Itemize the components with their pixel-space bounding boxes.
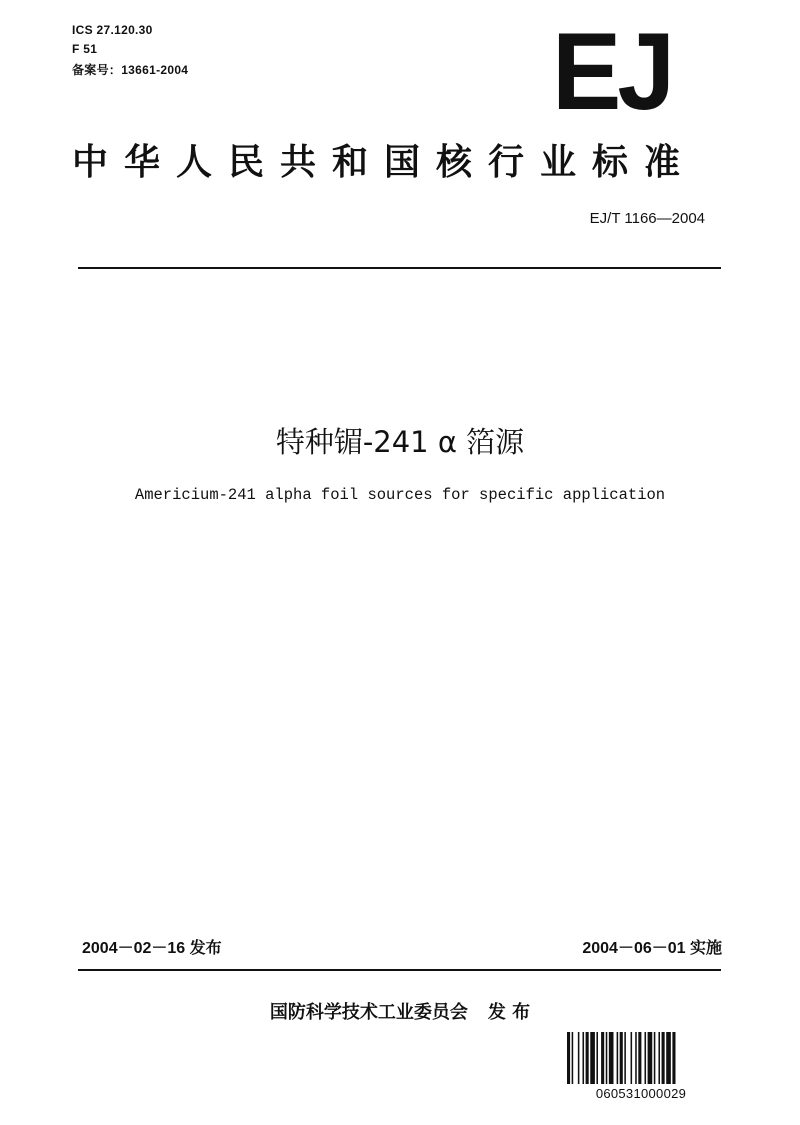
barcode-number: 060531000029	[595, 1086, 687, 1101]
issuer-name: 国防科学技术工业委员会	[269, 1002, 468, 1023]
class-code: F 51	[72, 42, 98, 56]
record-number: 备案号：13661-2004	[72, 63, 189, 77]
bottom-divider	[78, 969, 721, 971]
barcode	[567, 1032, 715, 1084]
standard-logo: EJ	[552, 11, 672, 134]
org-title: 中华人民共和国核行业标准	[72, 142, 697, 183]
implementation-date: 2004－06－01 实施	[582, 940, 722, 957]
issue-date: 2004－02－16 发布	[82, 940, 222, 957]
issuer-line	[0, 998, 800, 1024]
ics-code: ICS 27.120.30	[72, 23, 153, 37]
top-divider	[78, 267, 721, 269]
document-title-cn: 特种镅-241 α 箔源	[275, 425, 525, 459]
issuer-action: 发 布	[487, 1002, 531, 1023]
document-title-en: Americium-241 alpha foil sources for specific application	[134, 486, 666, 504]
standard-number: EJ/T 1166—2004	[589, 210, 705, 227]
